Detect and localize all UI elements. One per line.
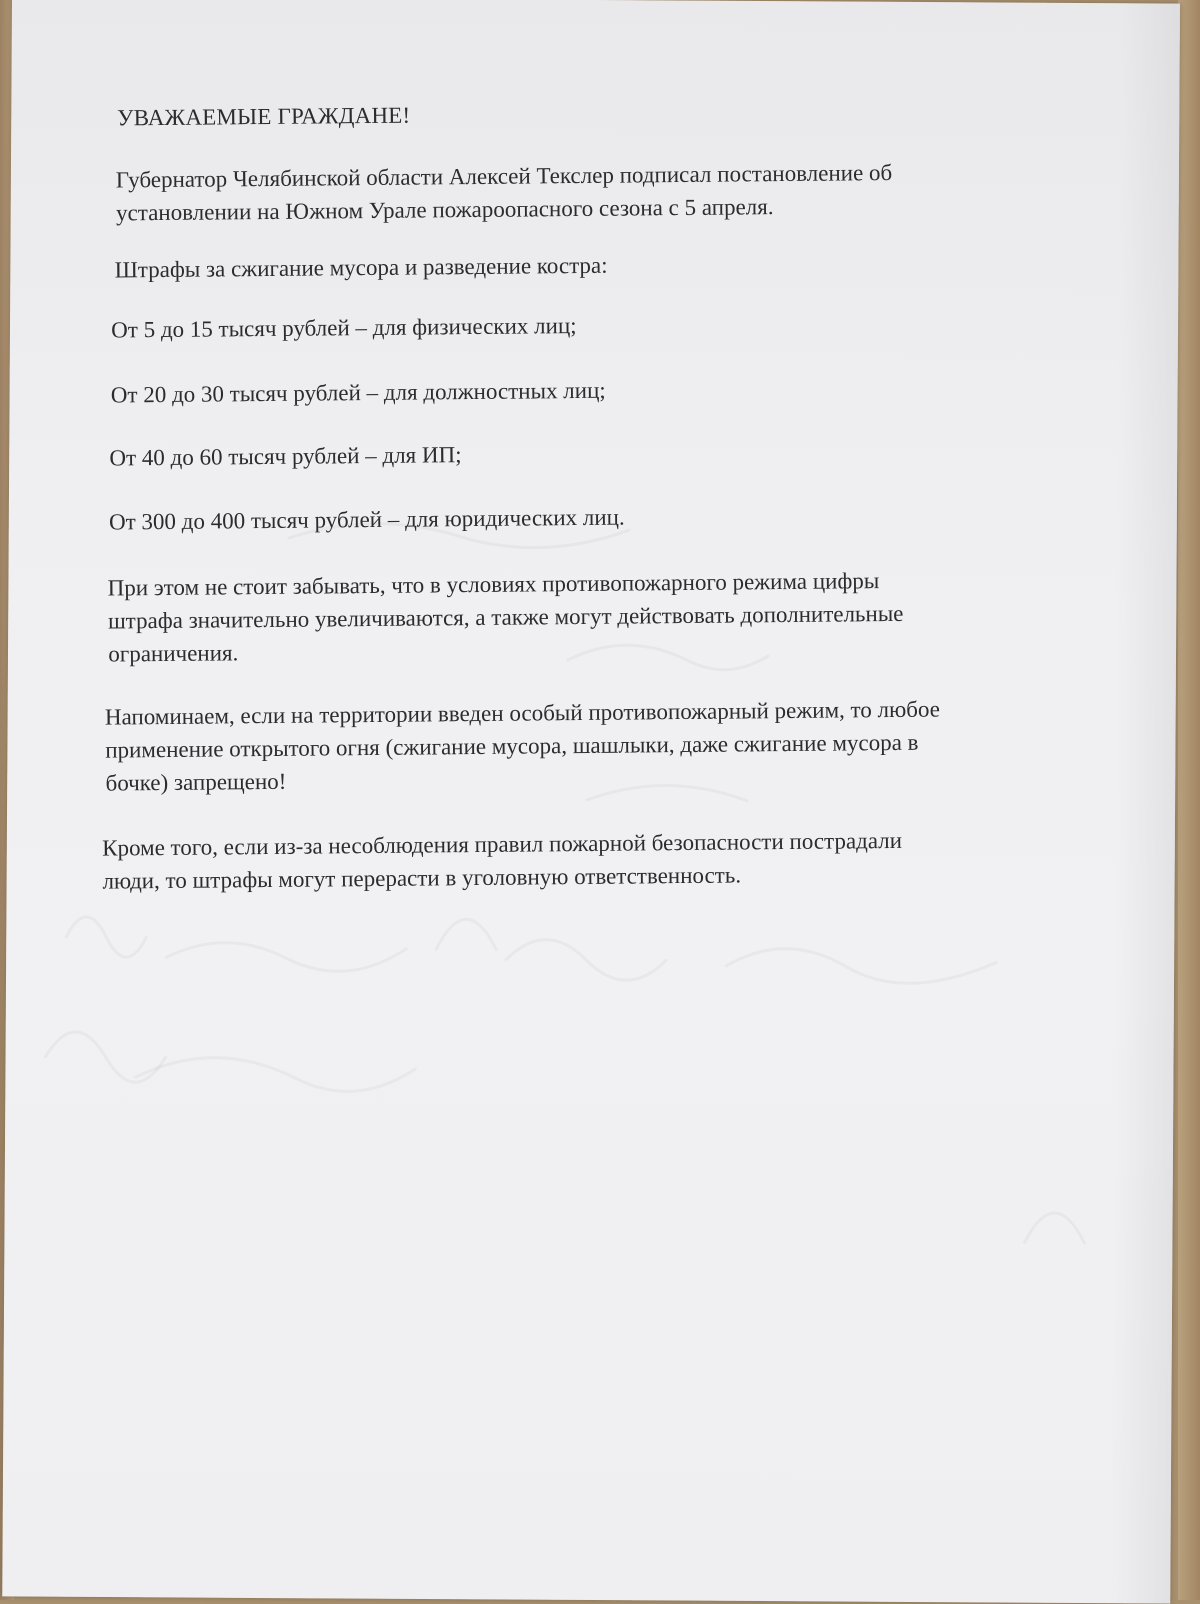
paper-sheet (2, 0, 1180, 1604)
liability-paragraph (102, 824, 902, 898)
intro-paragraph (116, 156, 893, 229)
reminder-line: применение открытого огня (сжигание мусора, шашлыки, даже сжигание мусора в (105, 729, 919, 763)
reminder-paragraph (105, 693, 941, 800)
notice-document (12, 0, 1195, 1596)
warning-line: ограничения. (108, 640, 239, 667)
warning-line: штрафа значительно увеличиваются, а также могут действовать дополнительные (107, 600, 904, 634)
intro-line: установлении на Южном Урале пожароопасного сезона с 5 апреля. (115, 194, 774, 226)
warning-line: При этом не стоит забывать, что в условиях противопожарного режима цифры (107, 568, 880, 601)
notice-title: УВАЖАЕМЫЕ ГРАЖДАНЕ! (117, 102, 411, 131)
reminder-line: бочке) запрещено! (105, 768, 287, 796)
liability-line: Кроме того, если из-за несоблюдения правил пожарной безопасности пострадали (102, 827, 903, 861)
intro-line: Губернатор Челябинской области Алексей Текслер подписал постановление об (115, 159, 893, 193)
reminder-line: Напоминаем, если на территории введен особый противопожарный режим, то любое (104, 696, 941, 730)
liability-line: люди, то штрафы могут перерасти в уголовную ответственность. (102, 862, 742, 894)
fines-heading: Штрафы за сжигание мусора и разведение костра: (114, 252, 608, 283)
warning-paragraph (108, 564, 904, 671)
fine-item-individuals: От 5 до 15 тысяч рублей – для физических лиц; (111, 313, 577, 343)
fine-item-entrepreneurs: От 40 до 60 тысяч рублей – для ИП; (109, 442, 462, 471)
fine-item-legal-entities: От 300 до 400 тысяч рублей – для юридических лиц. (108, 504, 625, 535)
fine-item-officials: От 20 до 30 тысяч рублей – для должностных лиц; (110, 377, 606, 408)
